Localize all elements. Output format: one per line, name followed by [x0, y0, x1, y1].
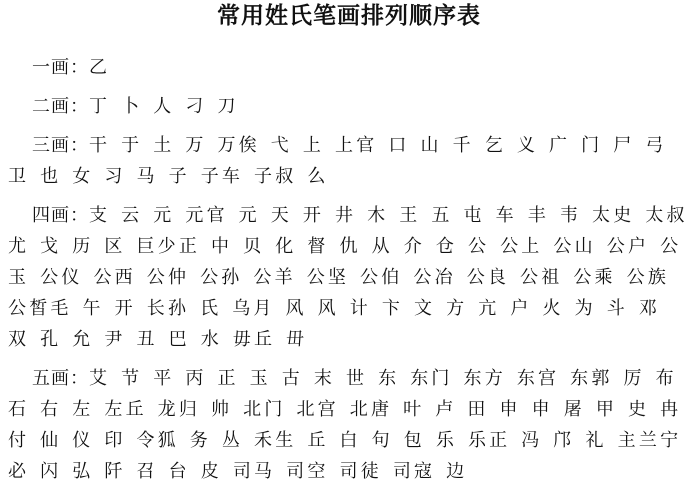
section-names: 艾 节 平 丙 正 玉 古 末 世 东 东门 东方 东宫 东郭 厉 布 石 右 左 左丘 龙归 帅 北门 北宫 北唐 叶 卢 田 申 申 屠 甲 史 冉 付 仙 仪 印 令狐 务 丛 禾生 丘 白 句 包 乐 乐正 冯 邝 礼 主兰宁 必 闪 弘 阡 召 台 皮 司马 司空 司徒 司寇 边 [8, 368, 682, 482]
stroke-section-4 [8, 200, 690, 355]
stroke-section-2 [8, 91, 690, 122]
stroke-section-3 [8, 130, 690, 192]
section-names: 干 于 土 万 万俟 弋 上 上官 口 山 千 乞 义 广 门 尸 弓 卫 也 女 习 马 子 子车 子叔 么 [8, 135, 667, 187]
section-label: 一画： [32, 57, 89, 78]
section-label: 五画： [32, 368, 89, 389]
section-names: 丁 卜 人 刁 刀 [89, 96, 239, 117]
document-title: 常用姓氏笔画排列顺序表 [217, 2, 481, 29]
stroke-section-5 [8, 363, 690, 487]
section-names: 支 云 元 元官 元 天 开 井 木 王 五 屯 车 丰 韦 太史 太叔 尤 戈 历 区 巨少正 中 贝 化 督 仇 从 介 仓 公 公上 公山 公户 公玉 公仪 公西 公仲 公孙 公羊 公坚 公伯 公冶 公良 公祖 公乘 公族 公皙毛 午 开 长孙 氏 乌月 风 风 计 卞 文 方 亢 户 火 为 斗 邓 双 孔 允 尹 丑 巴 水 毋丘 毌 [8, 205, 688, 350]
section-label: 四画： [32, 205, 89, 226]
section-label: 二画： [32, 96, 89, 117]
section-label: 三画： [32, 135, 89, 156]
stroke-section-1 [8, 52, 690, 83]
section-names: 乙 [89, 57, 111, 78]
